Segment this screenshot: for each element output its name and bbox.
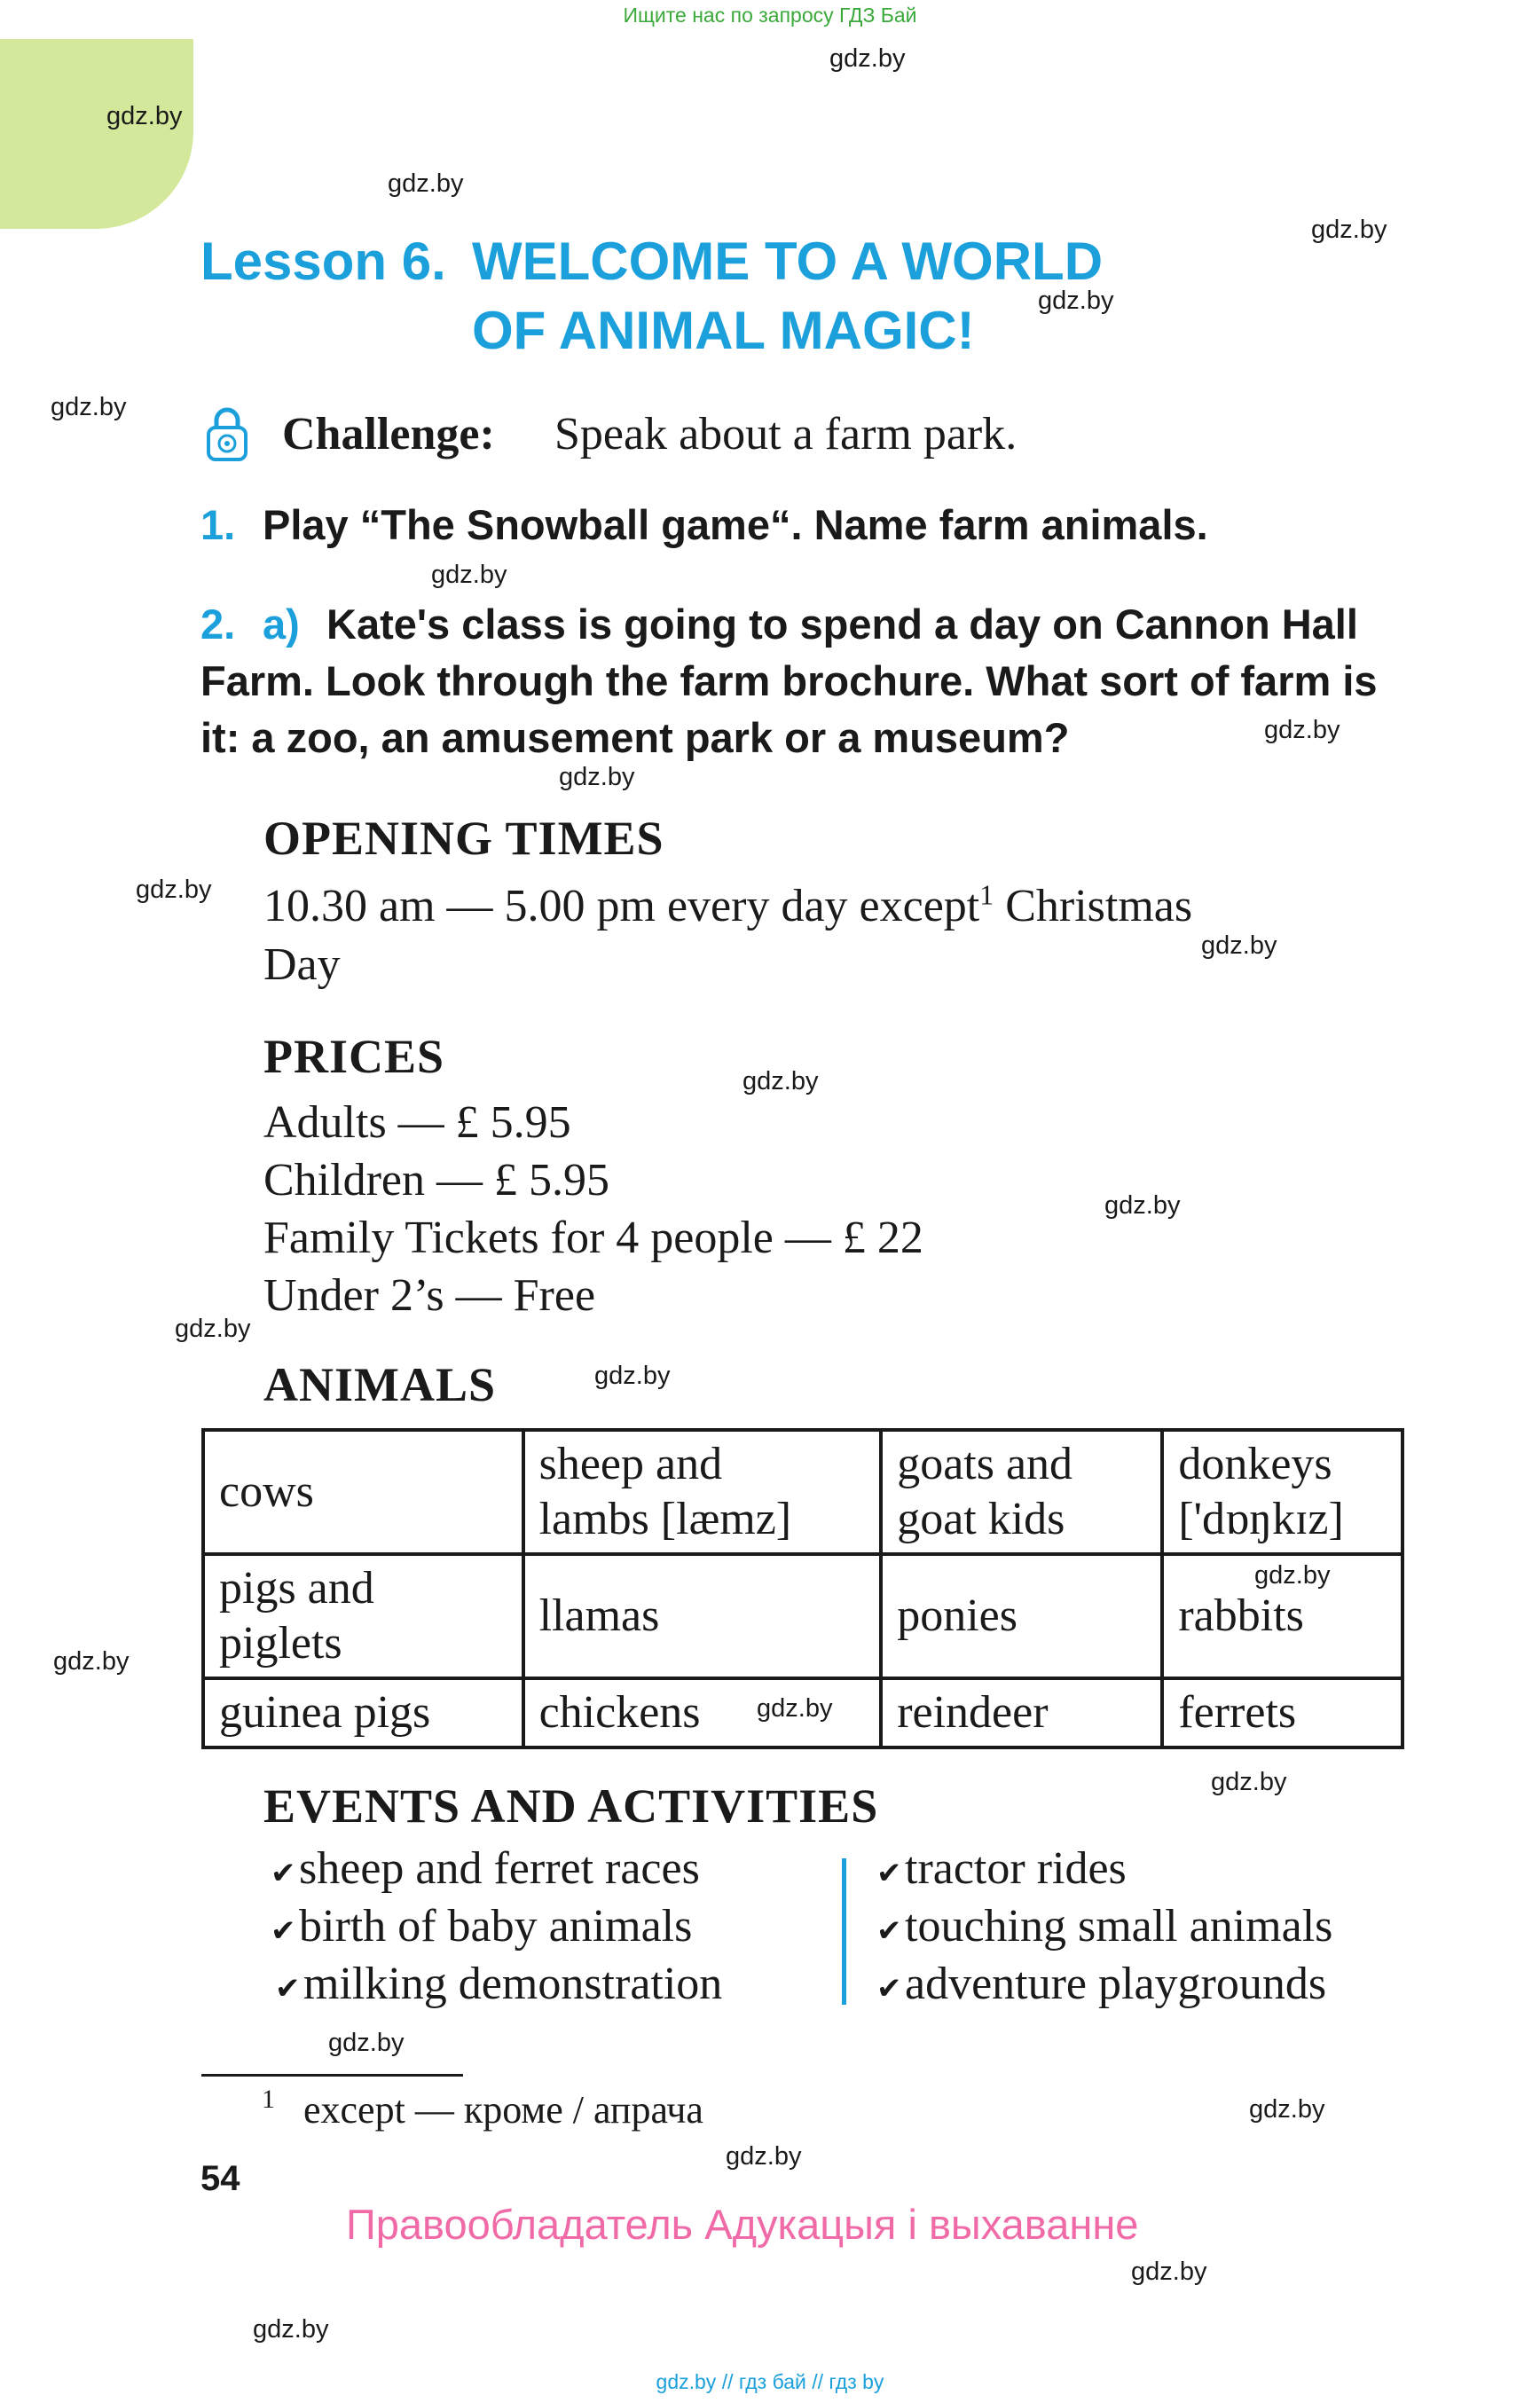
watermark: gdz.by [726,2142,802,2171]
list-item: ✔touching small animals [876,1898,1332,1960]
watermark: gdz.by [1038,287,1114,315]
list-item: ✔milking demonstration [275,1956,722,2018]
challenge-text: Speak about a farm park. [554,409,1018,459]
list-item: ✔adventure playgrounds [876,1956,1326,2018]
watermark: gdz.by [742,1067,819,1095]
watermark: gdz.by [1201,931,1277,960]
watermark: gdz.by [1131,2258,1207,2286]
footnote-mark: 1 [979,878,994,911]
opening-hours: 10.30 am — 5.00 pm every day except [263,881,980,931]
check-icon: ✔ [271,1915,296,1948]
watermark: gdz.by [253,2315,329,2344]
table-cell: goats and goat kids [881,1430,1162,1554]
table-cell: ferrets [1162,1678,1402,1747]
watermark: gdz.by [1264,716,1340,744]
price-item: Under 2’s — Free [263,1270,596,1321]
table-cell: pigs and piglets [203,1554,523,1678]
watermark: gdz.by [53,1647,130,1676]
lesson-title-line2: OF ANIMAL MAGIC! [472,301,975,360]
watermark: gdz.by [175,1315,251,1343]
table-cell: ponies [881,1554,1162,1678]
animals-table [201,1428,1404,1749]
list-item: ✔birth of baby animals [271,1898,692,1960]
footnote-text: except — кроме / апрача [303,2088,703,2132]
bottom-links[interactable]: gdz.by // гдз бай // гдз by [656,2370,884,2393]
opening-line2: Day [263,939,341,990]
watermark: gdz.by [1249,2095,1325,2124]
lesson-number: Lesson 6. [200,232,446,291]
table-row [203,1678,1402,1747]
task2-number: 2. [200,601,236,648]
check-icon: ✔ [876,1857,902,1890]
table-cell: chickens [523,1678,882,1747]
watermark: gdz.by [51,393,127,421]
corner-tab [0,39,193,229]
task2-line1: Kate's class is going to spend a day on Cannon Hall [326,601,1358,648]
table-row [203,1430,1402,1554]
events-heading: EVENTS AND ACTIVITIES [263,1779,879,1833]
task1-number: 1. [200,501,236,548]
list-item: ✔tractor rides [876,1841,1127,1903]
task1-text: Play “The Snowball game“. Name farm animals. [263,501,1208,548]
copyright-notice: Правообладатель Адукацыя і выхаванне [346,2201,1139,2248]
table-cell: cows [203,1430,523,1554]
table-cell: rabbits [1162,1554,1402,1678]
footnote-divider [201,2074,463,2077]
watermark: gdz.by [594,1362,671,1390]
task2-sub: a) [263,601,300,648]
watermark: gdz.by [757,1694,833,1723]
check-icon: ✔ [876,1973,902,2006]
animals-heading: ANIMALS [263,1358,497,1411]
watermark: gdz.by [559,763,635,791]
task2-line3: it: a zoo, an amusement park or a museum? [200,714,1070,761]
price-item: Children — £ 5.95 [263,1155,609,1205]
watermark: gdz.by [1104,1191,1181,1220]
watermark: gdz.by [1211,1768,1287,1796]
watermark: gdz.by [829,44,906,73]
watermark: gdz.by [388,169,464,198]
watermark: gdz.by [1254,1561,1331,1590]
check-icon: ✔ [876,1915,902,1948]
table-cell: guinea pigs [203,1678,523,1747]
top-search-link[interactable]: Ищите нас по запросу ГДЗ Бай [623,4,917,27]
page-number: 54 [200,2159,240,2198]
price-item: Family Tickets for 4 people — £ 22 [263,1213,923,1263]
table-cell: reindeer [881,1678,1162,1747]
list-item: ✔sheep and ferret races [271,1841,700,1903]
footnote-number: 1 [262,2085,275,2114]
opening-line1 [263,878,1192,935]
watermark: gdz.by [328,2029,405,2057]
watermark: gdz.by [431,561,507,589]
watermark: gdz.by [1311,216,1387,244]
column-divider [842,1858,846,2005]
price-item: Adults — £ 5.95 [263,1097,571,1148]
opening-holiday: Christmas [994,881,1193,931]
lesson-title-line1: WELCOME TO A WORLD [472,232,1104,291]
table-row [203,1554,1402,1678]
table-cell: donkeys ['dɒŋkɪz] [1162,1430,1402,1554]
watermark: gdz.by [136,876,212,904]
table-cell: sheep and lambs [læmz] [523,1430,882,1554]
lock-icon [206,406,248,461]
challenge-label: Challenge: [282,409,495,459]
watermark: gdz.by [106,102,183,130]
task2-line2: Farm. Look through the farm brochure. What sort of farm is [200,657,1378,704]
check-icon: ✔ [271,1857,296,1890]
opening-heading: OPENING TIMES [263,812,664,865]
prices-heading: PRICES [263,1030,445,1083]
check-icon: ✔ [275,1973,301,2006]
table-cell: llamas [523,1554,882,1678]
